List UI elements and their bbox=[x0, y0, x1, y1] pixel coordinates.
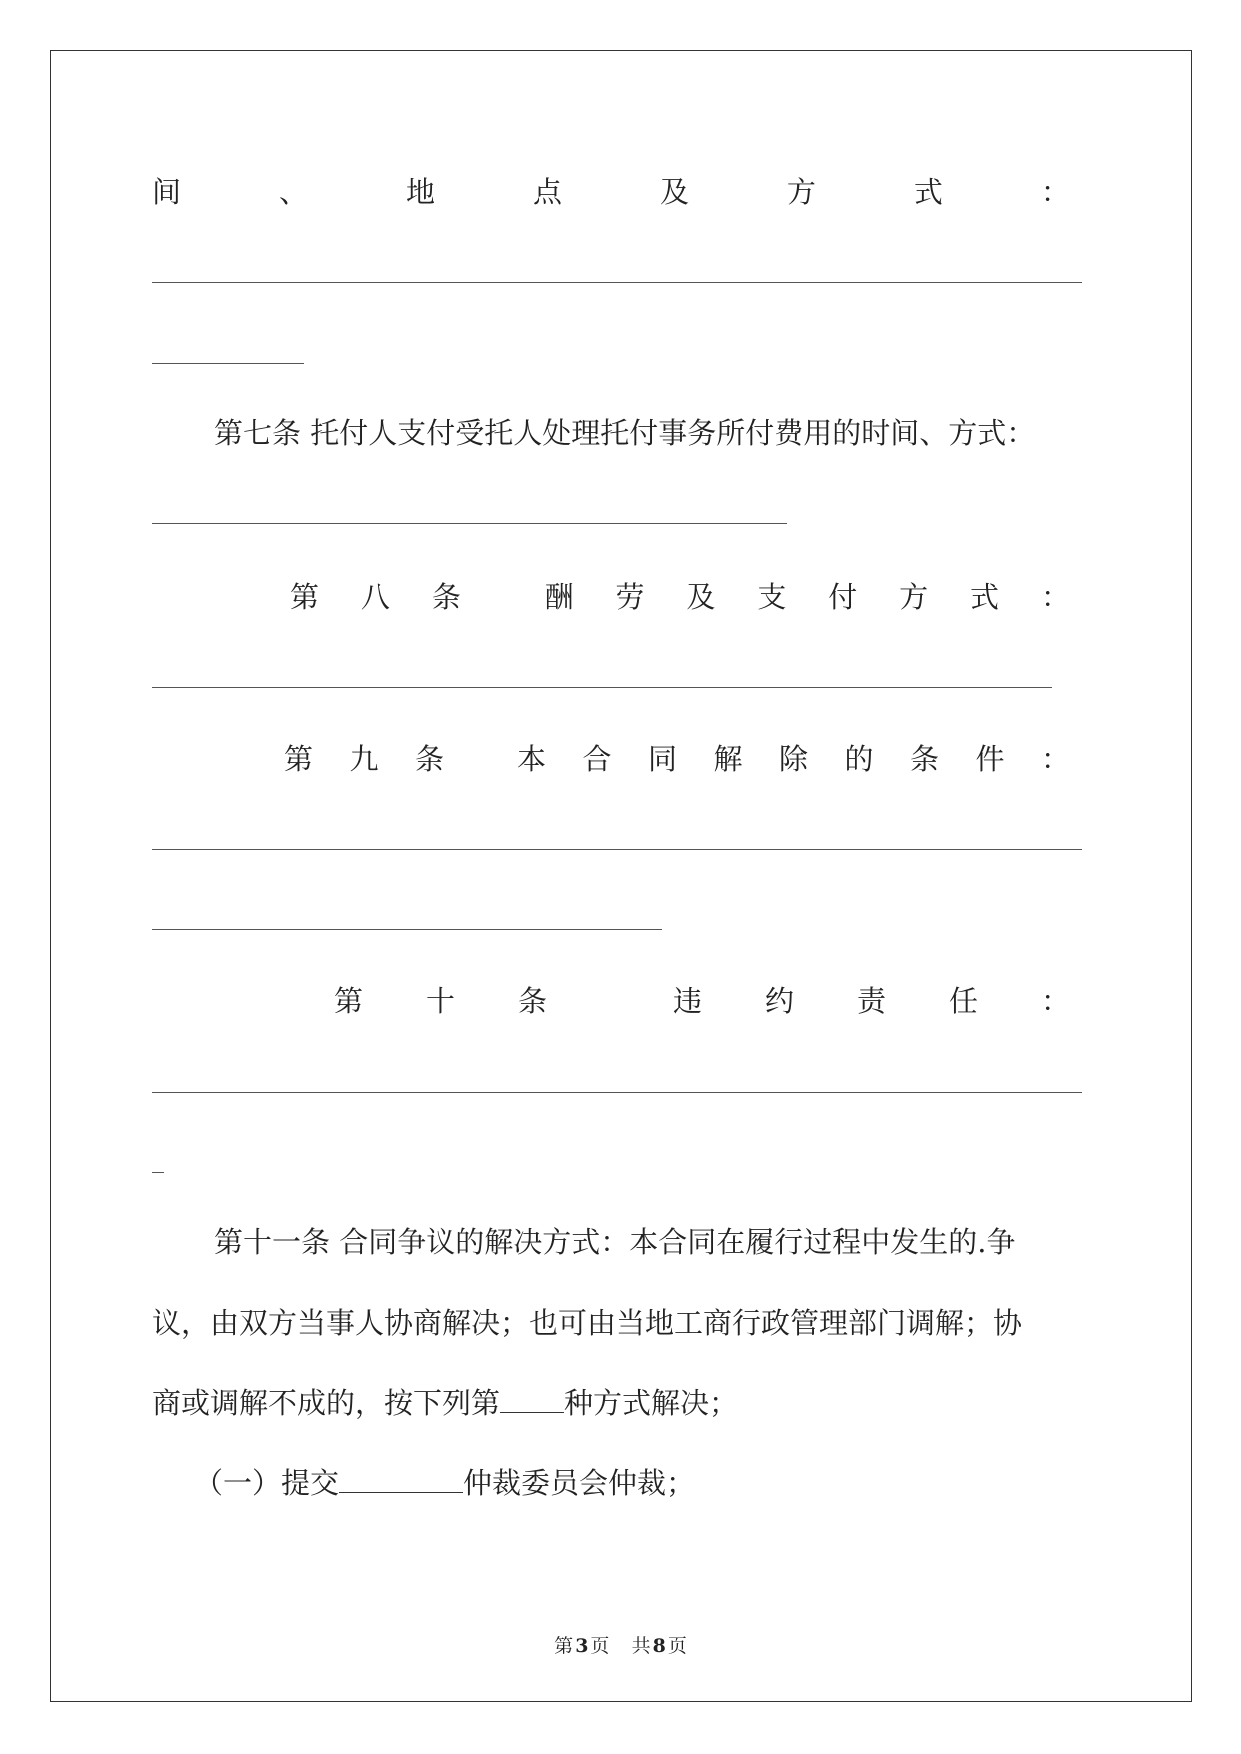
text-char: 解 bbox=[713, 742, 743, 776]
text-char: 八 bbox=[360, 580, 390, 614]
text-segment: 仲裁委员会仲裁； bbox=[463, 1466, 696, 1500]
fill-in-line bbox=[152, 1172, 164, 1173]
text-char: 本 bbox=[516, 742, 546, 776]
fill-in-line bbox=[152, 523, 787, 524]
text-char: 方 bbox=[786, 175, 816, 209]
text-char: 合 bbox=[582, 742, 612, 776]
fill-in-line bbox=[152, 929, 662, 930]
text-char: 式 bbox=[913, 175, 943, 209]
text-char: 劳 bbox=[615, 580, 645, 614]
article-8 bbox=[290, 577, 1070, 617]
text-char: 付 bbox=[828, 580, 858, 614]
text-char: ： bbox=[1040, 984, 1070, 1018]
text-char: 第 bbox=[290, 580, 320, 614]
text-char: 地 bbox=[405, 175, 435, 209]
blank-field[interactable] bbox=[500, 1386, 564, 1413]
fill-in-line bbox=[152, 363, 304, 364]
fill-in-line bbox=[152, 687, 1052, 688]
footer-total-number: 8 bbox=[652, 1635, 666, 1657]
article-11-line-1: 第十一条 合同争议的解决方式：本合同在履行过程中发生的.争 bbox=[214, 1225, 1016, 1259]
text-char: 除 bbox=[778, 742, 808, 776]
text-segment: （一）提交 bbox=[194, 1466, 340, 1500]
fill-in-line bbox=[152, 1092, 1082, 1093]
text-char: 酬 bbox=[544, 580, 574, 614]
text-segment: 商或调解不成的，按下列第 bbox=[152, 1386, 501, 1420]
option-1 bbox=[194, 1463, 695, 1503]
page-footer bbox=[0, 1634, 1241, 1658]
text-char: 的 bbox=[844, 742, 874, 776]
article-10 bbox=[334, 981, 1070, 1021]
text-char: 条 bbox=[415, 742, 445, 776]
text-char: 支 bbox=[757, 580, 787, 614]
text-char: 九 bbox=[349, 742, 379, 776]
text-char: 责 bbox=[856, 984, 886, 1018]
text-char: ： bbox=[1040, 175, 1070, 209]
text-char: 件 bbox=[975, 742, 1005, 776]
footer-page-unit: 页 bbox=[590, 1635, 610, 1657]
text-char: 条 bbox=[518, 984, 548, 1018]
text-char: 同 bbox=[647, 742, 677, 776]
text-char: 任 bbox=[948, 984, 978, 1018]
text-segment: 种方式解决； bbox=[564, 1386, 739, 1420]
text-char: 式 bbox=[970, 580, 1000, 614]
footer-page-number: 3 bbox=[575, 1635, 589, 1657]
text-char: 及 bbox=[686, 580, 716, 614]
footer-total-label: 共 bbox=[631, 1635, 651, 1657]
text-char: 第 bbox=[284, 742, 314, 776]
text-char: 第 bbox=[334, 984, 364, 1018]
text-char: 约 bbox=[764, 984, 794, 1018]
footer-total-unit: 页 bbox=[667, 1635, 687, 1657]
article-11-line-3 bbox=[152, 1383, 738, 1423]
fill-in-line bbox=[152, 849, 1082, 850]
text-char: 方 bbox=[899, 580, 929, 614]
text-char: ： bbox=[1040, 742, 1070, 776]
article-9 bbox=[284, 739, 1070, 779]
text-char: 点 bbox=[532, 175, 562, 209]
article-11-line-2: 议，由双方当事人协商解决；也可由当地工商行政管理部门调解；协 bbox=[152, 1306, 1023, 1340]
blank-field[interactable] bbox=[339, 1466, 463, 1493]
text-char: 违 bbox=[672, 984, 702, 1018]
text-char: 十 bbox=[426, 984, 456, 1018]
article-7: 第七条 托付人支付受托人处理托付事务所付费用的时间、方式： bbox=[214, 416, 1036, 450]
fill-in-line bbox=[152, 282, 1082, 283]
text-char: 条 bbox=[909, 742, 939, 776]
text-char: 及 bbox=[659, 175, 689, 209]
text-char: 、 bbox=[278, 175, 308, 209]
page-border bbox=[50, 50, 1192, 1702]
footer-page-label: 第 bbox=[554, 1635, 574, 1657]
time-place-line bbox=[152, 172, 1070, 212]
text-char: ： bbox=[1040, 580, 1070, 614]
text-char: 条 bbox=[431, 580, 461, 614]
text-char: 间 bbox=[152, 175, 182, 209]
